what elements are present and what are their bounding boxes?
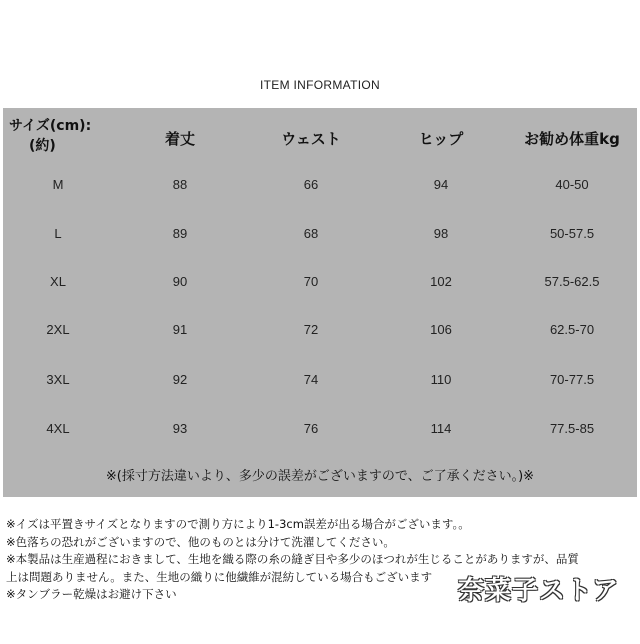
cell-size: 3XL bbox=[46, 372, 70, 387]
header-weight: お勧め体重kg bbox=[524, 130, 620, 148]
cell-length: 89 bbox=[172, 226, 188, 241]
header-length: 着丈 bbox=[164, 130, 195, 148]
measurement-note: ※(採寸方法違いより、多少の誤差がございますので、ご了承ください。)※ bbox=[105, 469, 535, 484]
remark-line: 上は問題ありません。また、生地の織りに他繊維が混紡している場合もございます bbox=[6, 569, 433, 584]
cell-size: M bbox=[52, 177, 64, 192]
cell-length: 88 bbox=[172, 177, 188, 192]
store-watermark: 奈菜子ストア bbox=[458, 576, 620, 606]
cell-waist: 68 bbox=[303, 226, 319, 241]
cell-hip: 102 bbox=[430, 274, 452, 289]
cell-size: XL bbox=[50, 274, 66, 289]
remark-line: ※タンブラー乾燥はお避け下さい bbox=[6, 587, 177, 601]
remark-line: ※色落ちの恐れがございますので、他のものとは分けて洗濯してください。 bbox=[6, 534, 395, 549]
table-row bbox=[3, 322, 637, 342]
cell-waist: 76 bbox=[303, 421, 319, 436]
header-size-line1: サイズ(cm): bbox=[9, 118, 92, 134]
cell-length: 93 bbox=[172, 421, 188, 436]
cell-weight: 50-57.5 bbox=[549, 226, 595, 241]
cell-length: 92 bbox=[172, 372, 188, 387]
remark-line: ※本製品は生産過程におきまして、生地を織る際の糸の縫ぎ目や多少のほつれが生じることがありますが、品質 bbox=[6, 552, 579, 566]
cell-hip: 114 bbox=[430, 421, 452, 436]
cell-weight: 40-50 bbox=[555, 177, 589, 192]
cell-hip: 94 bbox=[433, 177, 449, 192]
cell-weight: 77.5-85 bbox=[549, 421, 595, 436]
cell-size: 4XL bbox=[46, 421, 70, 436]
remark-line: ※イズは平置きサイズとなりますので測り方により1-3cm誤差が出る場合がございます。。 bbox=[6, 517, 470, 531]
cell-weight: 62.5-70 bbox=[549, 322, 595, 337]
table-row bbox=[3, 226, 637, 246]
cell-length: 90 bbox=[172, 274, 188, 289]
header-size bbox=[9, 116, 113, 156]
item-information-title: ITEM INFORMATION bbox=[260, 78, 380, 92]
cell-size: L bbox=[54, 226, 62, 241]
cell-waist: 66 bbox=[303, 177, 319, 192]
table-row bbox=[3, 421, 637, 441]
cell-hip: 106 bbox=[430, 322, 452, 337]
size-table bbox=[3, 108, 637, 497]
header-hip: ヒップ bbox=[418, 130, 464, 148]
cell-hip: 110 bbox=[430, 372, 452, 387]
cell-waist: 70 bbox=[303, 274, 319, 289]
cell-weight: 70-77.5 bbox=[549, 372, 595, 387]
cell-waist: 72 bbox=[303, 322, 319, 337]
size-table-header bbox=[3, 108, 637, 168]
cell-weight: 57.5-62.5 bbox=[544, 274, 600, 289]
cell-length: 91 bbox=[172, 322, 188, 337]
cell-hip: 98 bbox=[433, 226, 449, 241]
table-row bbox=[3, 372, 637, 392]
header-size-line2: (約) bbox=[29, 138, 56, 154]
table-row bbox=[3, 177, 637, 197]
cell-waist: 74 bbox=[303, 372, 319, 387]
header-waist: ウェスト bbox=[281, 130, 341, 148]
table-row bbox=[3, 274, 637, 294]
cell-size: 2XL bbox=[46, 322, 70, 337]
